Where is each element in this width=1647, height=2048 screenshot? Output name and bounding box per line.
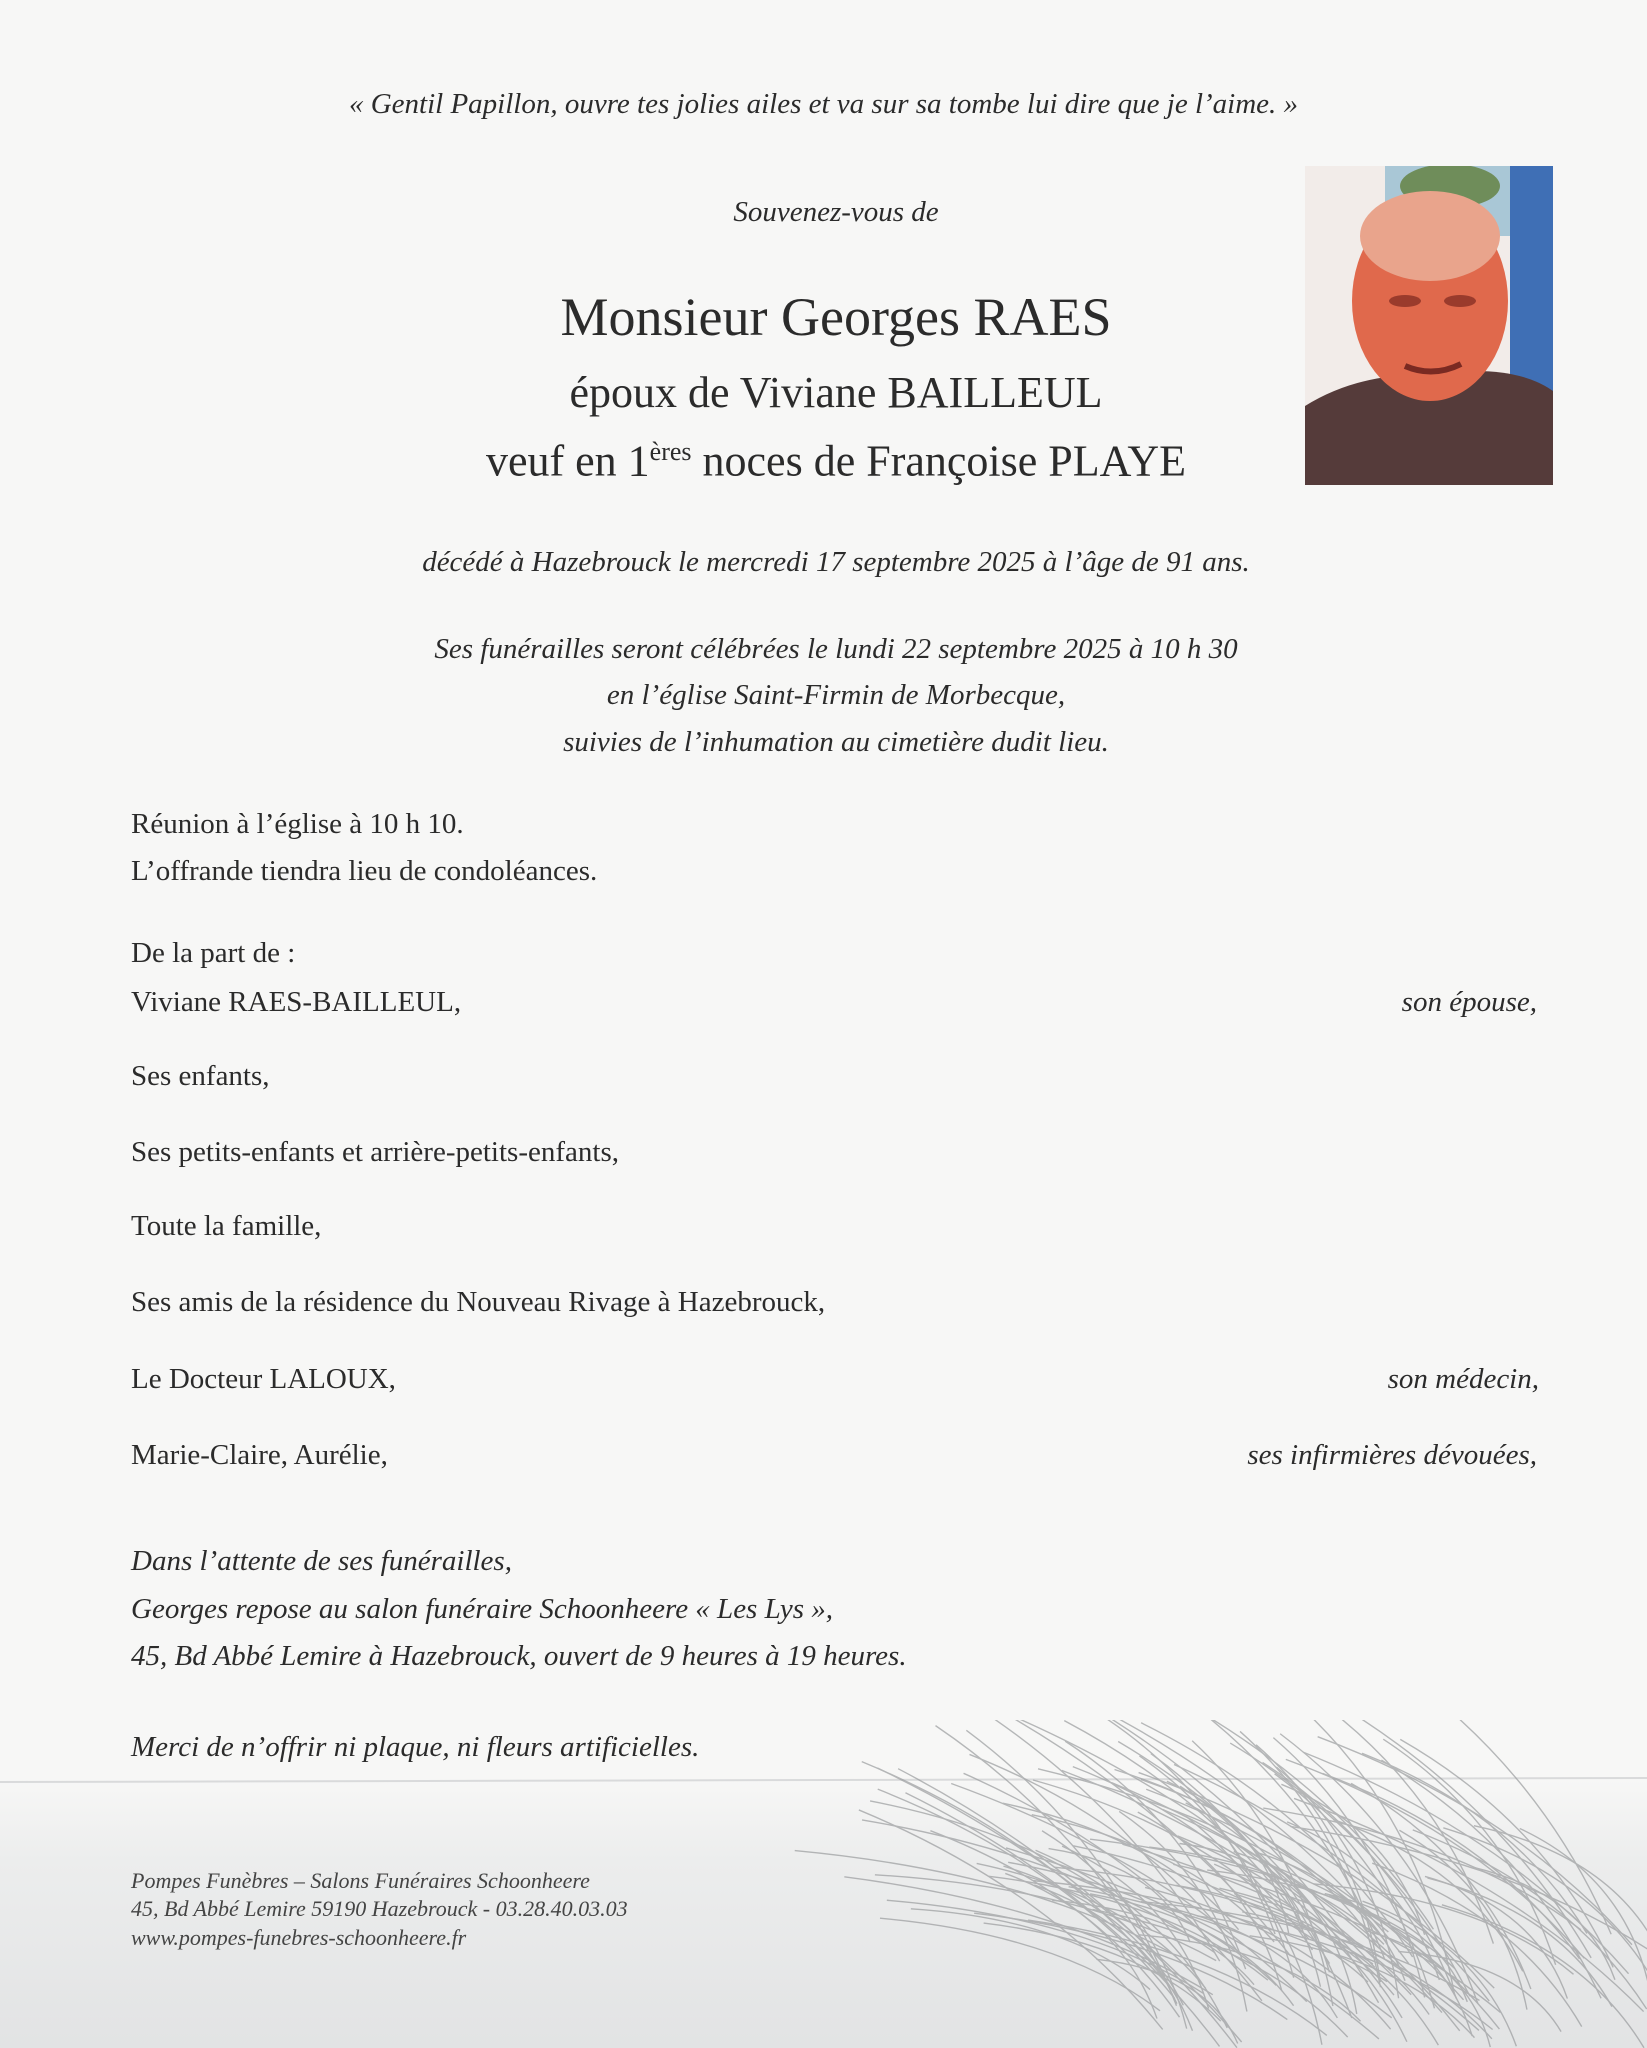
family-name-3: Toute la famille, <box>131 1210 322 1242</box>
family-name-0: Viviane RAES-BAILLEUL, <box>131 986 462 1018</box>
rest-line-1: Dans l’attente de ses funérailles, <box>131 1545 512 1577</box>
portrait-photo <box>1305 166 1553 485</box>
rest-line-3: 45, Bd Abbé Lemire à Hazebrouck, ouvert de 9 heures à 19 heures. <box>131 1640 907 1672</box>
funeral-line-2: en l’église Saint-Firmin de Morbecque, <box>606 679 1066 711</box>
family-name-4: Ses amis de la résidence du Nouveau Rivage à Hazebrouck, <box>131 1286 826 1318</box>
family-name-1: Ses enfants, <box>131 1060 270 1092</box>
widower-before: veuf en 1 <box>485 436 650 486</box>
family-role-0: son épouse, <box>1401 986 1537 1018</box>
family-name-5: Le Docteur LALOUX, <box>131 1363 396 1395</box>
footer-website[interactable]: www.pompes-funebres-schoonheere.fr <box>131 1925 467 1950</box>
family-name-2: Ses petits-enfants et arrière-petits-enfants, <box>131 1136 619 1168</box>
spouse-text: époux de Viviane BAILLEUL <box>569 368 1103 417</box>
family-name-6: Marie-Claire, Aurélie, <box>131 1439 388 1471</box>
from-label: De la part de : <box>131 937 296 969</box>
rest-line-2: Georges repose au salon funéraire Schoonheere « Les Lys », <box>131 1593 834 1625</box>
intro-text: Souvenez-vous de <box>733 196 939 228</box>
footer-address: 45, Bd Abbé Lemire 59190 Hazebrouck - 03.28.40.03.03 <box>131 1896 628 1921</box>
family-role-5: son médecin, <box>1387 1363 1539 1395</box>
death-notice: décédé à Hazebrouck le mercredi 17 septembre 2025 à l’âge de 91 ans. <box>422 546 1250 578</box>
family-role-6: ses infirmières dévouées, <box>1247 1439 1537 1471</box>
meeting-line-1: Réunion à l’église à 10 h 10. <box>131 808 464 840</box>
funeral-line-1: Ses funérailles seront célébrées le lundi 22 septembre 2025 à 10 h 30 <box>434 633 1238 665</box>
flowers-request: Merci de n’offrir ni plaque, ni fleurs artificielles. <box>131 1731 700 1763</box>
deceased-name: Monsieur Georges RAES <box>560 287 1112 347</box>
widower-sup: ères <box>649 437 692 466</box>
footer-company: Pompes Funèbres – Salons Funéraires Schoonheere <box>131 1868 590 1893</box>
funeral-line-3: suivies de l’inhumation au cimetière dudit lieu. <box>563 726 1109 758</box>
meeting-line-2: L’offrande tiendra lieu de condoléances. <box>131 855 598 887</box>
opening-quote: « Gentil Papillon, ouvre tes jolies ailes et va sur sa tombe lui dire que je l’aime. » <box>348 88 1299 120</box>
widower-after: noces de Françoise PLAYE <box>691 436 1187 486</box>
